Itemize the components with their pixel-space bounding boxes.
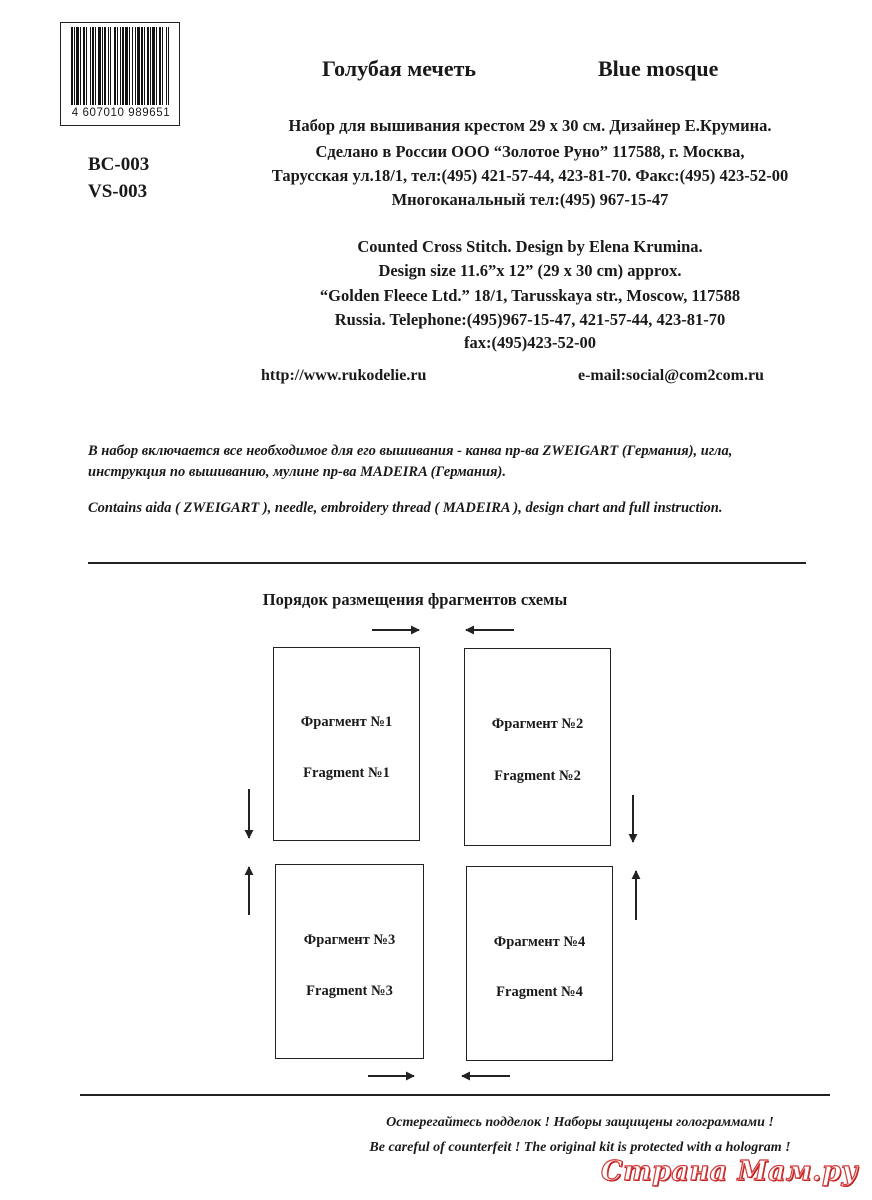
info-en-line-4: Russia. Telephone:(495)967-15-47, 421-57-44, 423-81-70 [334, 310, 726, 329]
title-ru: Голубая мечеть [322, 56, 477, 81]
article-code-en: VS-003 [88, 181, 148, 202]
warning-ru: Остерегайтесь подделок ! Наборы защищены голограммами ! [386, 1115, 774, 1130]
info-ru-line-2: Сделано в России ООО “Золотое Руно” 117588, г. Москва, [315, 142, 745, 161]
barcode-number: 4 607010 989651 [71, 107, 171, 119]
info-en-line-2: Design size 11.6”x 12” (29 x 30 cm) approx. [378, 261, 682, 280]
fragment-4-ru: Фрагмент №4 [493, 934, 586, 950]
includes-ru-line-2: инструкция по вышиванию, мулине пр-ва MADEIRA (Германия). [88, 464, 506, 480]
scheme-title: Порядок размещения фрагментов схемы [262, 590, 568, 609]
includes-ru-line-1: В набор включается все необходимое для его вышивания - канва пр-ва ZWEIGART (Германия), игла, [88, 443, 733, 459]
watermark: Страна Мам.ру [601, 1156, 858, 1187]
divider-bottom [80, 1094, 830, 1096]
info-ru-line-3: Тарусская ул.18/1, тел:(495) 421-57-44, 423-81-70. Факс:(495) 423-52-00 [271, 166, 789, 185]
info-ru-line-4: Многоканальный тел:(495) 967-15-47 [391, 190, 669, 209]
warning-en: Be careful of counterfeit ! The original kit is protected with a hologram ! [369, 1140, 791, 1155]
fragment-2-en: Fragment №2 [494, 768, 581, 784]
fragment-3-en: Fragment №3 [306, 983, 393, 999]
fragment-1-ru: Фрагмент №1 [300, 714, 393, 730]
includes-en: Contains aida ( ZWEIGART ), needle, embroidery thread ( MADEIRA ), design chart and full instruction. [88, 500, 723, 516]
info-ru-line-1: Набор для вышивания крестом 29 х 30 см. Дизайнер Е.Крумина. [288, 116, 772, 135]
article-code-ru: ВС-003 [88, 154, 150, 175]
title-en: Blue mosque [598, 56, 719, 81]
info-en-line-1: Counted Cross Stitch. Design by Elena Krumina. [357, 237, 703, 256]
email: e-mail:social@com2com.ru [578, 367, 764, 384]
info-en-line-5: fax:(495)423-52-00 [464, 333, 596, 352]
fragment-1-en: Fragment №1 [303, 765, 390, 781]
fragment-4-en: Fragment №4 [496, 984, 583, 1000]
website: http://www.rukodelie.ru [261, 367, 427, 384]
fragment-3-ru: Фрагмент №3 [303, 932, 396, 948]
info-en-line-3: “Golden Fleece Ltd.” 18/1, Tarusskaya str., Moscow, 117588 [319, 286, 741, 305]
fragment-2-ru: Фрагмент №2 [491, 716, 584, 732]
